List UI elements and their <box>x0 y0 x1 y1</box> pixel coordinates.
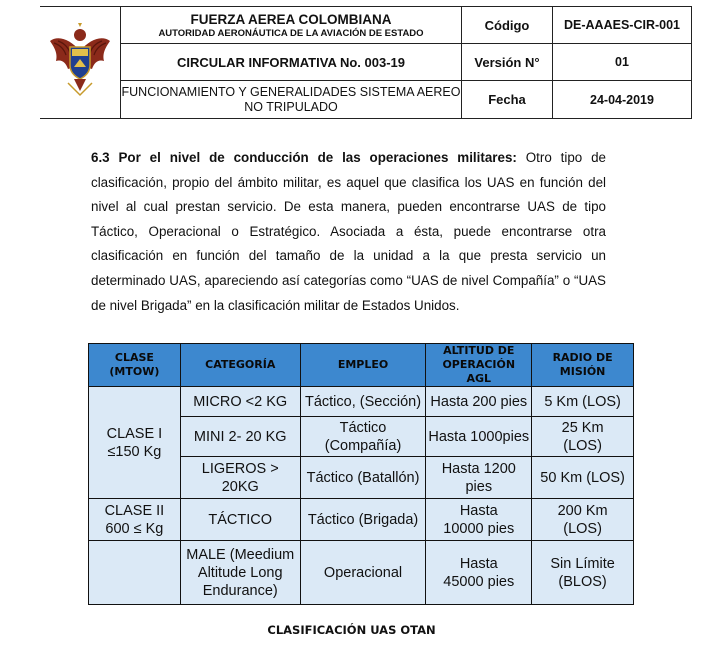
header-categoria: CATEGORÍA <box>180 344 300 387</box>
code-value: DE-AAAES-CIR-001 <box>553 7 692 44</box>
document-header <box>40 6 692 119</box>
class-1-cell: CLASE I ≤150 Kg <box>89 387 181 499</box>
org-name: FUERZA AEREA COLOMBIANA <box>190 11 392 27</box>
header-radio: RADIO DE MISIÓN <box>532 344 634 387</box>
section-paragraph <box>91 146 606 318</box>
empleo-cell: Táctico, (Sección) <box>300 387 426 417</box>
radio-cell: Sin Límite (BLOS) <box>532 541 634 605</box>
header-altitud: ALTITUD DE OPERACIÓN AGL <box>426 344 532 387</box>
empleo-cell: Operacional <box>300 541 426 605</box>
empleo-cell: Táctico (Compañía) <box>300 417 426 457</box>
altitud-cell: Hasta 1000pies <box>426 417 532 457</box>
header-clase: CLASE (MTOW) <box>89 344 181 387</box>
radio-cell: 5 Km (LOS) <box>532 387 634 417</box>
header-empleo: EMPLEO <box>300 344 426 387</box>
section-text: Otro tipo de clasificación, propio del ámbito militar, es aquel que clasifica los UAS en función del nivel al cual prestan servicio. De esta manera, pueden encontrarse UAS de tipo Táctico, Operacional o Estratégico. Asociada a ésta, puede encontrarse otra clasificación en función del tamaño de la unidad a la que presta servicio un determinado UAS, apareciendo así categorías como “UAS de nivel Compañía” o “UAS de nivel Brigada” en la clasificación militar de Estados Unidos. <box>91 150 606 313</box>
date-value: 24-04-2019 <box>553 81 692 119</box>
air-force-crest-icon <box>48 21 112 99</box>
version-label: Versión N° <box>462 44 553 81</box>
uas-classification-table <box>88 343 634 605</box>
categoria-cell: MINI 2- 20 KG <box>180 417 300 457</box>
authority-name: AUTORIDAD AERONÁUTICA DE LA AVIACIÓN DE ESTADO <box>158 27 424 39</box>
circular-number: CIRCULAR INFORMATIVA No. 003-19 <box>121 44 462 81</box>
class-2-cell: CLASE II 600 ≤ Kg <box>89 499 181 541</box>
categoria-cell: MICRO <2 KG <box>180 387 300 417</box>
categoria-cell: MALE (Meedium Altitude Long Endurance) <box>180 541 300 605</box>
categoria-cell: LIGEROS > 20KG <box>180 457 300 499</box>
categoria-cell: TÁCTICO <box>180 499 300 541</box>
altitud-cell: Hasta 1200 pies <box>426 457 532 499</box>
date-label: Fecha <box>462 81 553 119</box>
table-row <box>89 541 634 605</box>
radio-cell: 50 Km (LOS) <box>532 457 634 499</box>
code-label: Código <box>462 7 553 44</box>
table-caption: CLASIFICACIÓN UAS OTAN <box>267 623 436 637</box>
document-subject: FUNCIONAMIENTO Y GENERALIDADES SISTEMA AEREO NO TRIPULADO <box>121 81 462 119</box>
table-row <box>89 387 634 417</box>
table-row <box>89 499 634 541</box>
altitud-cell: Hasta 10000 pies <box>426 499 532 541</box>
organization-cell <box>121 7 462 44</box>
class-empty-cell <box>89 541 181 605</box>
section-heading: 6.3 Por el nivel de conducción de las operaciones militares: <box>91 150 517 165</box>
logo-cell <box>40 7 121 119</box>
altitud-cell: Hasta 200 pies <box>426 387 532 417</box>
version-value: 01 <box>553 44 692 81</box>
radio-cell: 200 Km (LOS) <box>532 499 634 541</box>
radio-cell: 25 Km (LOS) <box>532 417 634 457</box>
empleo-cell: Táctico (Batallón) <box>300 457 426 499</box>
empleo-cell: Táctico (Brigada) <box>300 499 426 541</box>
altitud-cell: Hasta 45000 pies <box>426 541 532 605</box>
